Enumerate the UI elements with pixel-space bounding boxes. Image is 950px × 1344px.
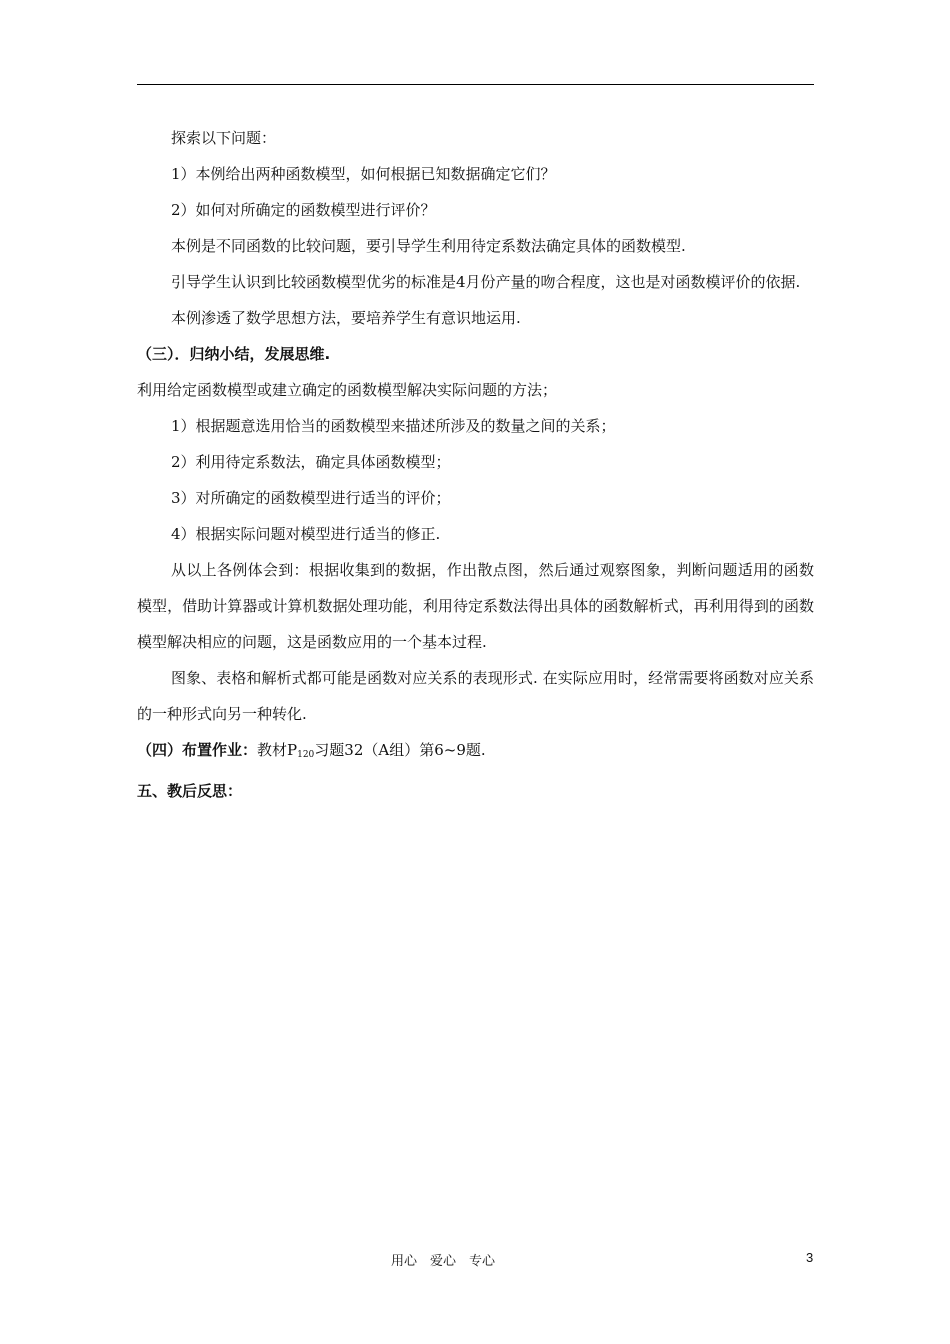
paragraph: 2）如何对所确定的函数模型进行评价？ [171, 201, 436, 219]
document-body [137, 120, 814, 809]
page-number: 3 [806, 1250, 814, 1265]
homework-text-rest: 习题32（A组）第6~9题. [314, 741, 486, 759]
paragraph: 本例是不同函数的比较问题，要引导学生利用待定系数法确定具体的函数模型. [171, 237, 686, 255]
paragraph: 图象、表格和解析式都可能是函数对应关系的表现形式. 在实际应用时，经常需要将函数对应关系的一种形式向另一种转化. [137, 669, 814, 723]
paragraph: 本例渗透了数学思想方法，要培养学生有意识地运用. [171, 309, 521, 327]
paragraph: 引导学生认识到比较函数模型优劣的标准是4月份产量的吻合程度，这也是对函数模评价的依据. [171, 273, 801, 291]
reflection-heading: 五、教后反思： [137, 782, 243, 800]
footer-text: 用心 爱心 专心 [391, 1254, 496, 1269]
homework-line [137, 732, 814, 773]
paragraph: 1）本例给出两种函数模型，如何根据已知数据确定它们？ [171, 165, 556, 183]
list-item: 2）利用待定系数法，确定具体函数模型； [171, 453, 451, 471]
section-heading: （三）．归纳小结，发展思维. [137, 345, 331, 363]
list-item: 3）对所确定的函数模型进行适当的评价； [171, 489, 451, 507]
homework-label: （四）布置作业： [137, 741, 258, 759]
homework-page-subscript: 120 [297, 750, 315, 760]
header-rule [137, 84, 814, 85]
paragraph: 利用给定函数模型或建立确定的函数模型解决实际问题的方法； [137, 381, 558, 399]
list-item: 1）根据题意选用恰当的函数模型来描述所涉及的数量之间的关系； [171, 417, 616, 435]
homework-text: 教材P [257, 741, 298, 759]
list-item: 4）根据实际问题对模型进行适当的修正. [171, 525, 441, 543]
paragraph: 探索以下问题： [171, 129, 277, 147]
paragraph: 从以上各例体会到：根据收集到的数据，作出散点图，然后通过观察图象，判断问题适用的函数模型，借助计算器或计算机数据处理功能，利用待定系数法得出具体的函数解析式，再利用得到的函数模型解决相应的问题，这是函数应用的一个基本过程. [137, 561, 814, 651]
